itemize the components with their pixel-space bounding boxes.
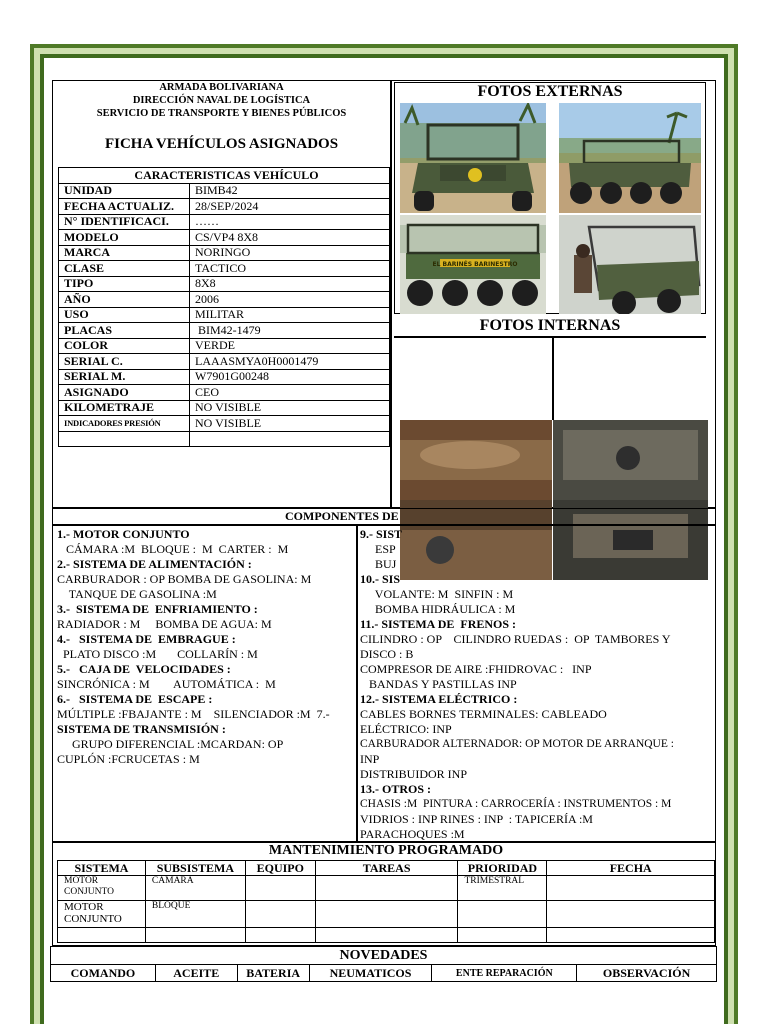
table-cell	[245, 876, 315, 901]
row-label: KILOMETRAJE	[59, 400, 190, 416]
row-value: TACTICO	[190, 261, 390, 277]
row-value: BIMB42	[190, 183, 390, 199]
table-row	[59, 183, 390, 199]
page-title: FICHA VEHÍCULOS ASIGNADOS	[104, 136, 339, 152]
component-line: BUJ	[360, 557, 397, 571]
table-cell	[458, 901, 547, 928]
table-row	[59, 292, 390, 308]
table-cell	[547, 876, 715, 901]
photos-divider	[390, 80, 392, 508]
component-line: 2.- SISTEMA DE ALIMENTACIÓN :	[57, 557, 252, 571]
component-line: 9.- SIST	[360, 527, 403, 541]
row-value: W7901G00248	[190, 369, 390, 385]
table-cell	[547, 928, 715, 943]
component-line: 5.- CAJA DE VELOCIDADES :	[57, 662, 231, 676]
table-row	[59, 416, 390, 432]
row-label: N° IDENTIFICACI.	[59, 214, 190, 230]
table-row	[59, 261, 390, 277]
col-header: SISTEMA	[58, 861, 146, 876]
row-value: CEO	[190, 385, 390, 401]
component-line: PLATO DISCO :M COLLARÍN : M	[57, 647, 258, 661]
component-line: GRUPO DIFERENCIAL :MCARDAN: OP	[57, 737, 284, 751]
table-cell: MOTOR CONJUNTO	[58, 901, 146, 928]
component-line: RADIADOR : M BOMBA DE AGUA: M	[57, 617, 272, 631]
component-line: COMPRESOR DE AIRE :FHIDROVAC : INP	[360, 662, 592, 676]
row-label: MARCA	[59, 245, 190, 261]
component-line: CILINDRO : OP CILINDRO RUEDAS : OP TAMBORES Y	[360, 632, 671, 646]
table-cell	[547, 901, 715, 928]
col-header: ENTE REPARACIÓN	[432, 965, 577, 982]
component-line: CUPLÓN :FCRUCETAS : M	[57, 752, 200, 766]
component-line: 10.- SIS	[360, 572, 401, 586]
interior-photo-2	[553, 420, 708, 500]
component-line: BANDAS Y PASTILLAS INP	[360, 677, 517, 691]
row-label: TIPO	[59, 276, 190, 292]
maintenance-table	[57, 860, 715, 943]
component-line: 6.- SISTEMA DE ESCAPE :	[57, 692, 213, 706]
interior-photo-1	[400, 420, 552, 500]
row-label: INDICADORES PRESIÓN	[59, 416, 190, 432]
table-row	[59, 400, 390, 416]
component-line: DISCO : B	[360, 647, 414, 661]
row-value: VERDE	[190, 338, 390, 354]
table-cell	[315, 876, 458, 901]
table-row	[59, 385, 390, 401]
table-cell	[315, 928, 458, 943]
components-title: COMPONENTES DE	[285, 509, 399, 523]
table-cell: TRIMESTRAL	[458, 876, 547, 901]
component-line: PARACHOQUES :M	[360, 827, 465, 841]
table-row	[58, 876, 715, 901]
characteristics-table	[58, 167, 390, 447]
col-header: OBSERVACIÓN	[577, 965, 717, 982]
row-label: FECHA ACTUALIZ.	[59, 199, 190, 215]
table-cell	[458, 928, 547, 943]
vehicle-photo-rear	[559, 215, 701, 314]
vehicle-photo-lateral	[400, 215, 546, 314]
row-label: UNIDAD	[59, 183, 190, 199]
component-line: VIDRIOS : INP RINES : INP : TAPICERÍA :M	[360, 812, 593, 826]
table-row	[59, 307, 390, 323]
component-line: CARBURADOR : OP BOMBA DE GASOLINA: M	[57, 572, 312, 586]
table-row	[59, 245, 390, 261]
col-header: TAREAS	[315, 861, 458, 876]
row-value: MILITAR	[190, 307, 390, 323]
vehicle-marking-text: EL BARINÉS BARINESTRO	[432, 261, 518, 268]
col-header: FECHA	[547, 861, 715, 876]
row-value: ……	[190, 214, 390, 230]
components-rule	[52, 524, 716, 526]
component-line: SINCRÓNICA : M AUTOMÁTICA : M	[57, 677, 276, 691]
col-header: BATERIA	[237, 965, 309, 982]
component-line: 3.- SISTEMA DE ENFRIAMIENTO :	[57, 602, 258, 616]
row-value: NO VISIBLE	[190, 400, 390, 416]
row-label: ASIGNADO	[59, 385, 190, 401]
col-header: SUBSISTEMA	[145, 861, 245, 876]
org-service: SERVICIO DE TRANSPORTE Y BIENES PÚBLICOS	[96, 108, 347, 119]
table-cell	[58, 928, 146, 943]
row-value: NORINGO	[190, 245, 390, 261]
col-header: EQUIPO	[245, 861, 315, 876]
row-label: COLOR	[59, 338, 190, 354]
row-label: USO	[59, 307, 190, 323]
component-line: 13.- OTROS :	[360, 782, 432, 796]
table-row	[59, 369, 390, 385]
table-cell	[245, 901, 315, 928]
table-cell: CAMARA	[145, 876, 245, 901]
internal-photos-rule	[394, 336, 706, 338]
component-line: VOLANTE: M SINFIN : M	[360, 587, 514, 601]
vehicle-photo-side	[559, 103, 701, 213]
col-header: ACEITE	[155, 965, 237, 982]
external-photos-title: FOTOS EXTERNAS	[477, 83, 623, 100]
components-divider	[356, 524, 358, 842]
vehicle-photo-front	[400, 103, 546, 213]
table-cell: MOTOR CONJUNTO	[58, 876, 146, 901]
internal-photos-title: FOTOS INTERNAS	[479, 317, 621, 334]
components-right	[360, 527, 714, 842]
table-row	[59, 214, 390, 230]
row-value: 28/SEP/2024	[190, 199, 390, 215]
component-line: 4.- SISTEMA DE EMBRAGUE :	[57, 632, 236, 646]
col-header: COMANDO	[51, 965, 156, 982]
component-line: 1.- MOTOR CONJUNTO	[57, 527, 190, 541]
component-line: MÚLTIPLE :FBAJANTE : M SILENCIADOR :M 7.-	[57, 707, 330, 721]
row-label: AÑO	[59, 292, 190, 308]
row-label: SERIAL C.	[59, 354, 190, 370]
row-value: BIM42-1479	[190, 323, 390, 339]
component-line: 12.- SISTEMA ELÉCTRICO :	[360, 692, 518, 706]
row-label: SERIAL M.	[59, 369, 190, 385]
table-row	[58, 928, 715, 943]
table-row	[59, 199, 390, 215]
component-line: DISTRIBUIDOR INP	[360, 767, 468, 781]
row-label: PLACAS	[59, 323, 190, 339]
novedades-table	[50, 964, 717, 982]
component-line: TANQUE DE GASOLINA :M	[57, 587, 217, 601]
table-row	[59, 230, 390, 246]
characteristics-heading: CARACTERISTICAS VEHÍCULO	[59, 168, 390, 184]
component-line: ESP	[360, 542, 396, 556]
component-line: BOMBA HIDRÁULICA : M	[360, 602, 516, 616]
component-line: 11.- SISTEMA DE FRENOS :	[360, 617, 517, 631]
table-row	[59, 354, 390, 370]
table-row	[59, 338, 390, 354]
col-header: PRIORIDAD	[458, 861, 547, 876]
row-label: MODELO	[59, 230, 190, 246]
table-cell	[315, 901, 458, 928]
component-line: ELÉCTRICO: INP	[360, 722, 452, 736]
table-row	[59, 431, 390, 447]
row-value: 8X8	[190, 276, 390, 292]
components-left	[57, 527, 355, 767]
component-line: SISTEMA DE TRANSMISIÓN :	[57, 722, 226, 736]
row-label: CLASE	[59, 261, 190, 277]
novedades-title: NOVEDADES	[339, 948, 428, 963]
table-row	[58, 901, 715, 928]
component-line: CABLES BORNES TERMINALES: CABLEADO	[360, 707, 607, 721]
table-cell: BLOQUE	[145, 901, 245, 928]
col-header: NEUMATICOS	[309, 965, 432, 982]
org-name: ARMADA BOLIVARIANA	[159, 82, 284, 93]
row-value: NO VISIBLE	[190, 416, 390, 432]
row-value: CS/VP4 8X8	[190, 230, 390, 246]
org-direction: DIRECCIÓN NAVAL DE LOGÍSTICA	[132, 95, 311, 106]
table-row	[59, 276, 390, 292]
component-line: CHASIS :M PINTURA : CARROCERÍA : INSTRUMENTOS : M	[360, 798, 672, 810]
row-value: 2006	[190, 292, 390, 308]
table-cell	[145, 928, 245, 943]
row-value: LAAASMYA0H0001479	[190, 354, 390, 370]
table-row	[59, 323, 390, 339]
component-line: CÁMARA :M BLOQUE : M CARTER : M	[57, 542, 289, 556]
component-line: CARBURADOR ALTERNADOR: OP MOTOR DE ARRANQUE :	[360, 738, 674, 750]
component-line: INP	[360, 752, 380, 766]
maintenance-title: MANTENIMIENTO PROGRAMADO	[268, 843, 504, 858]
internal-photos-divider	[552, 336, 554, 420]
table-cell	[245, 928, 315, 943]
